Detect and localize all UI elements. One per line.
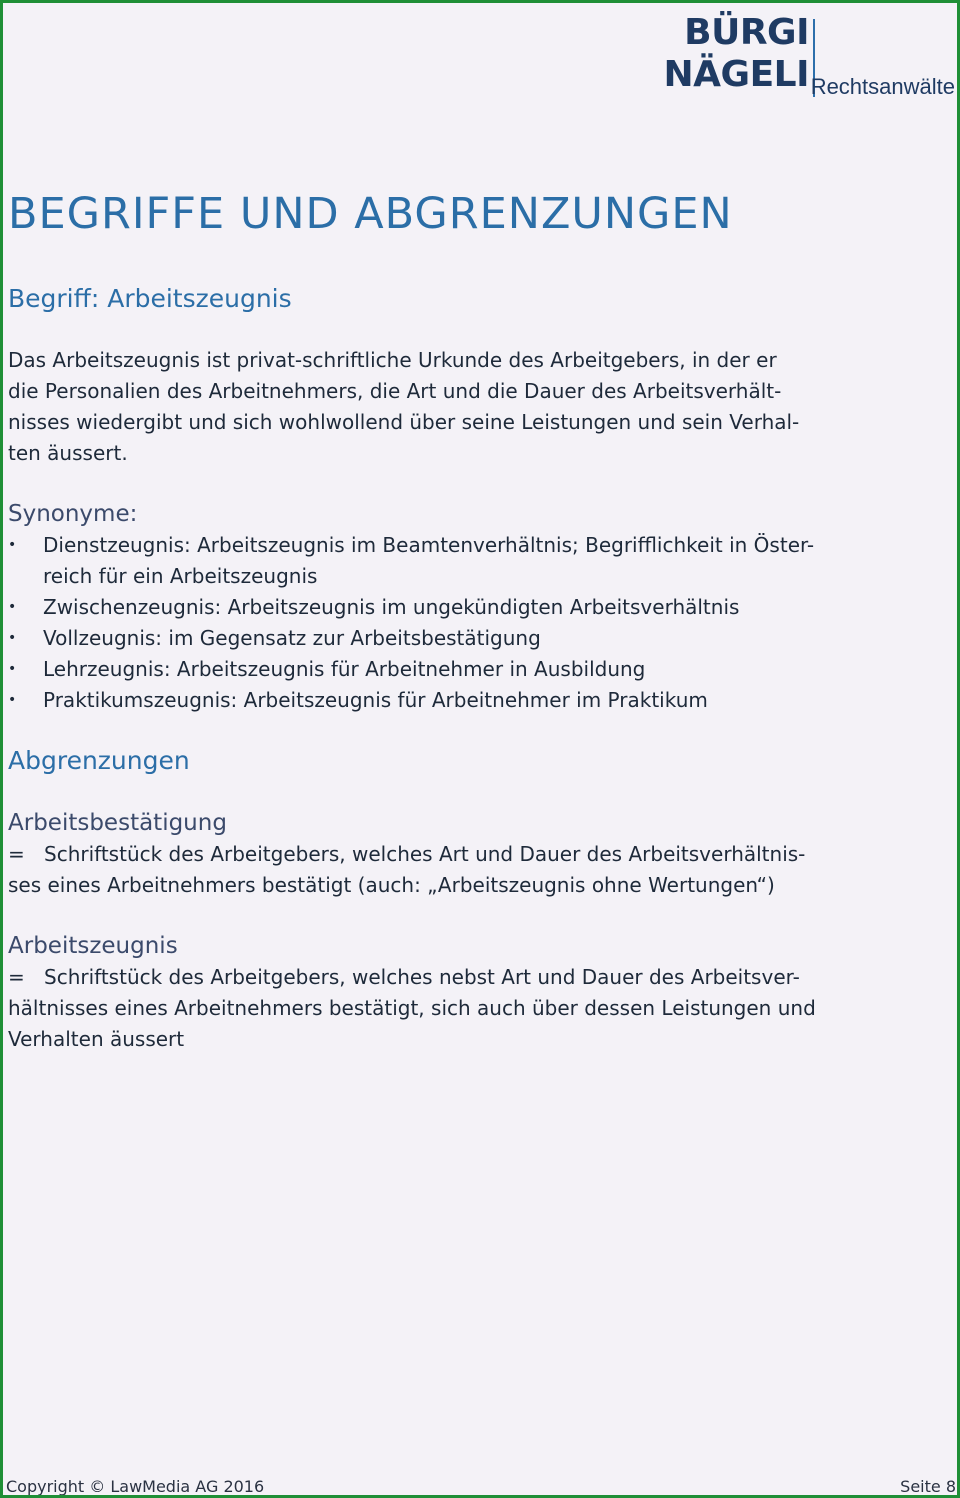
confirmation-definition-line: ses eines Arbeitnehmers bestätigt (auch: „Arbeitszeugnis ohne Wertungen“) — [8, 873, 775, 897]
list-item-text: • Dienstzeugnis: Arbeitszeugnis im Beamtenverhältnis; Begrifflichkeit in Öster- — [43, 533, 815, 557]
confirmation-heading: Arbeitsbestätigung — [8, 810, 227, 836]
list-item-text: • Vollzeugnis: im Gegensatz zur Arbeitsbestätigung — [43, 626, 541, 650]
reference-definition-line: Verhalten äussert — [8, 1027, 185, 1051]
list-item — [8, 685, 814, 716]
synonyms-list — [8, 530, 814, 716]
page-title: BEGRIFFE UND ABGRENZUNGEN — [8, 189, 733, 239]
list-item-text: • Lehrzeugnis: Arbeitszeugnis für Arbeitnehmer in Ausbildung — [43, 657, 646, 681]
footer-copyright: Copyright © LawMedia AG 2016 — [6, 1477, 265, 1496]
firm-logo — [655, 13, 955, 103]
logo-tagline: Rechtsanwälte — [810, 74, 955, 99]
term-paragraph-line: ten äussert. — [8, 441, 128, 465]
definition-text: Schriftstück des Arbeitgebers, welches nebst Art und Dauer des Arbeitsver- — [44, 965, 800, 989]
confirmation-definition-line — [8, 839, 805, 870]
term-paragraph-line: nisses wiedergibt und sich wohlwollend über seine Leistungen und sein Verhal- — [8, 410, 800, 434]
list-item — [8, 623, 814, 654]
reference-definition-line: hältnisses eines Arbeitnehmers bestätigt, sich auch über dessen Leistungen und — [8, 996, 816, 1020]
synonyms-heading: Synonyme: — [8, 501, 138, 527]
delimitations-heading: Abgrenzungen — [8, 746, 190, 775]
logo-line-1: BÜRGI — [684, 12, 809, 53]
reference-heading: Arbeitszeugnis — [8, 933, 178, 959]
term-paragraph-line: Das Arbeitszeugnis ist privat-schriftliche Urkunde des Arbeitgebers, in der er — [8, 348, 777, 372]
definition-text: Schriftstück des Arbeitgebers, welches Art und Dauer des Arbeitsverhältnis- — [44, 842, 806, 866]
list-item-text: • Zwischenzeugnis: Arbeitszeugnis im ungekündigten Arbeitsverhältnis — [43, 595, 740, 619]
equals-sign: = — [8, 965, 25, 989]
equals-sign: = — [8, 842, 25, 866]
logo-line-2: NÄGELI — [663, 54, 809, 95]
term-heading: Begriff: Arbeitszeugnis — [8, 284, 292, 313]
term-paragraph-line: die Personalien des Arbeitnehmers, die Art und die Dauer des Arbeitsverhält- — [8, 379, 782, 403]
footer-page-number: Seite 8 — [900, 1477, 956, 1496]
list-item — [8, 530, 814, 592]
list-item — [8, 592, 814, 623]
list-item-text: • Praktikumszeugnis: Arbeitszeugnis für Arbeitnehmer im Praktikum — [43, 688, 708, 712]
list-item-text: reich für ein Arbeitszeugnis — [43, 564, 318, 588]
list-item — [8, 654, 814, 685]
reference-definition-line — [8, 962, 800, 993]
